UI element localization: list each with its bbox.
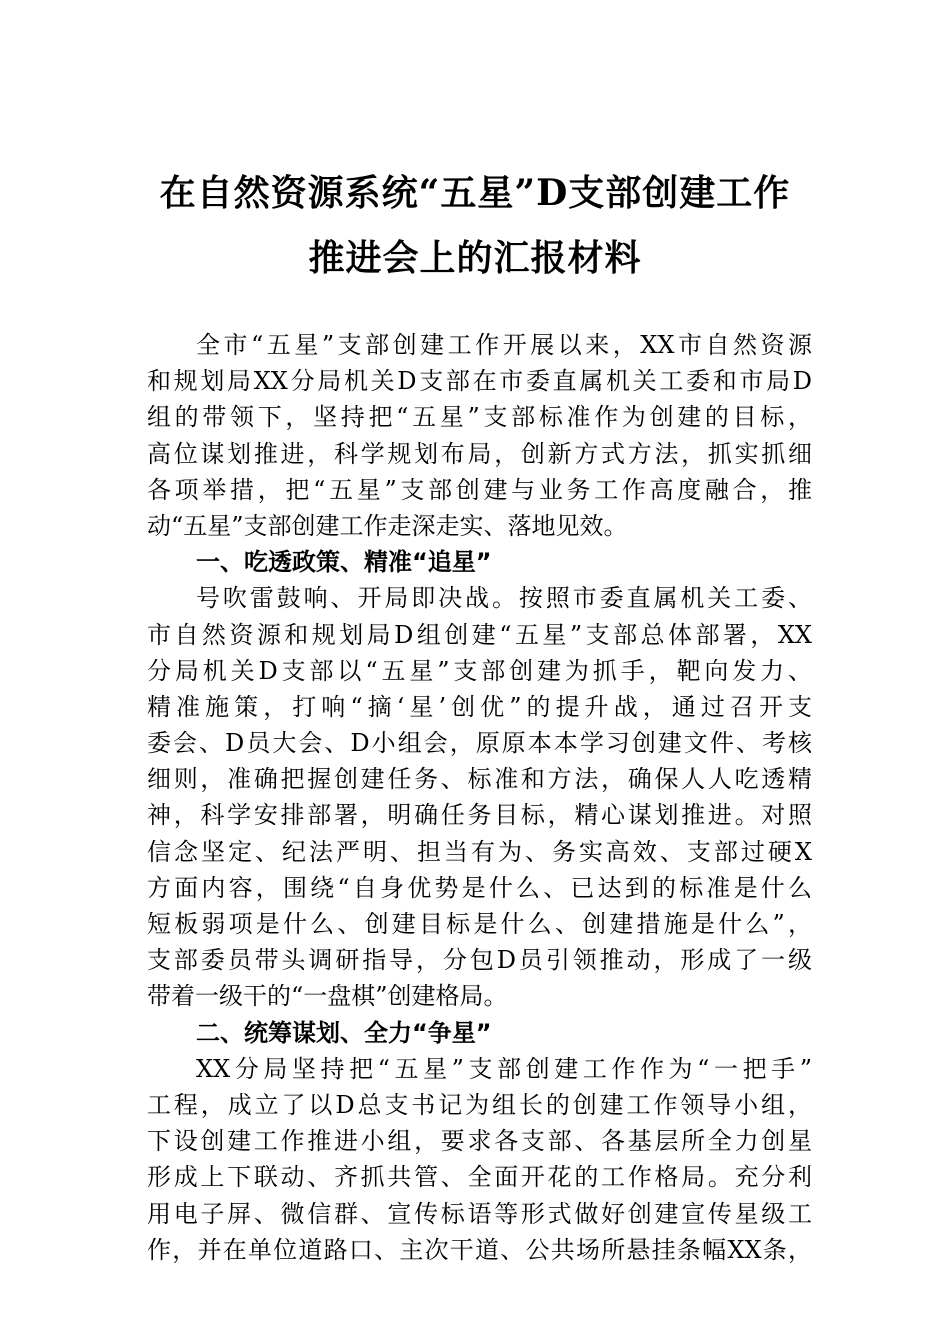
document-title-line-1: 在自然资源系统“五星”D支部创建工作	[159, 172, 791, 214]
paragraph-line: 细则，准确把握创建任务、标准和方法，确保人人吃透精	[147, 765, 812, 794]
paragraph-line: 全市“五星”支部创建工作开展以来，XX市自然资源	[196, 331, 812, 359]
paragraph-line: 和规划局XX分局机关D支部在市委直属机关工委和市局D	[147, 367, 812, 396]
paragraph-line: 短板弱项是什么、创建目标是什么、创建措施是什么”，	[147, 910, 812, 938]
paragraph-line: 号吹雷鼓响、开局即决战。按照市委直属机关工委、	[196, 584, 812, 613]
paragraph-line: 用电子屏、微信群、宣传标语等形式做好创建宣传星级工	[147, 1199, 812, 1228]
paragraph-line: 作，并在单位道路口、主次干道、公共场所悬挂条幅XX条，	[147, 1235, 812, 1264]
paragraph-line: 方面内容，围绕“自身优势是什么、已达到的标准是什么	[147, 873, 812, 902]
paragraph-line: 神，科学安排部署，明确任务目标，精心谋划推进。对照	[147, 801, 812, 830]
paragraph-line: XX分局坚持把“五星”支部创建工作作为“一把手”	[196, 1054, 812, 1083]
intro-paragraph	[147, 327, 812, 544]
paragraph-line: 各项举措，把“五星”支部创建与业务工作高度融合，推	[147, 475, 812, 504]
document-body	[147, 327, 812, 1268]
paragraph-line: 下设创建工作推进小组，要求各支部、各基层所全力创星	[147, 1127, 812, 1156]
document-title-line-2: 推进会上的汇报材料	[308, 237, 642, 279]
paragraph-line: 分局机关D支部以“五星”支部创建为抓手，靶向发力、	[147, 656, 812, 685]
paragraph-line: 委会、D员大会、D小组会，原原本本学习创建文件、考核	[147, 729, 812, 758]
section-2-heading: 二、统筹谋划、全力“争星”	[196, 1018, 492, 1047]
section-1-heading: 一、吃透政策、精准“追星”	[196, 548, 492, 577]
paragraph-line: 工程，成立了以D总支书记为组长的创建工作领导小组，	[147, 1090, 812, 1119]
paragraph-line: 组的带领下，坚持把“五星”支部标准作为创建的目标，	[147, 403, 812, 432]
paragraph-line: 动“五星”支部创建工作走深走实、落地见效。	[147, 511, 628, 540]
paragraph-line: 市自然资源和规划局D组创建“五星”支部总体部署，XX	[147, 620, 812, 649]
paragraph-line: 支部委员带头调研指导，分包D员引领推动，形成了一级	[147, 946, 812, 975]
paragraph-line: 精准施策，打响“摘‘星’创优”的提升战，通过召开支	[147, 692, 812, 721]
section-2-paragraph	[147, 1051, 812, 1268]
paragraph-line: 高位谋划推进，科学规划布局，创新方式方法，抓实抓细	[147, 439, 812, 468]
paragraph-line: 信念坚定、纪法严明、担当有为、务实高效、支部过硬X	[147, 837, 812, 866]
section-1-paragraph	[147, 580, 812, 1014]
paragraph-line: 带着一级干的“一盘棋”创建格局。	[147, 982, 508, 1011]
paragraph-line: 形成上下联动、齐抓共管、全面开花的工作格局。充分利	[147, 1163, 812, 1192]
